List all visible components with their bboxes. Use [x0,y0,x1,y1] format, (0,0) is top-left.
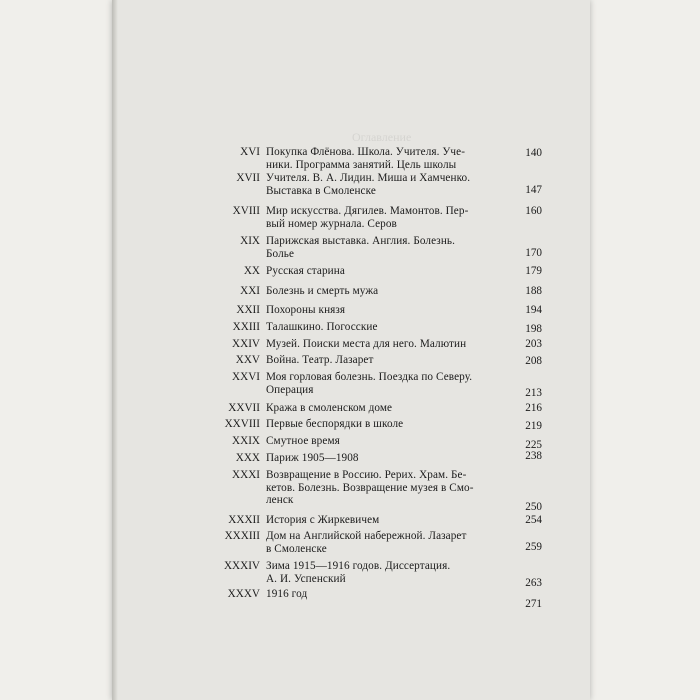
page-number: 238 [525,450,542,462]
chapter-number: XX [243,265,260,277]
page-number: 259 [525,541,542,553]
page-number: 160 [525,205,542,217]
toc-entry [112,205,590,235]
chapter-number: XVIII [232,205,260,217]
toc-entry [112,418,590,435]
toc-entry [112,354,590,371]
toc-entry [112,321,590,338]
toc-entry [112,304,590,321]
page-number: 147 [525,184,542,196]
chapter-title: Парижская выставка. Англия. Болезнь. Болье [266,235,456,260]
toc-entry [112,146,590,172]
toc-entry [112,469,590,514]
toc-entry [112,171,590,205]
chapter-number: XXVI [232,371,260,383]
chapter-title: 1916 год [266,588,308,600]
page-number: 198 [525,323,542,335]
chapter-number: XXVII [228,402,260,414]
chapter-number: XXI [240,285,260,297]
page-number: 188 [525,285,542,297]
toc-entry [112,560,590,588]
page-number: 216 [525,402,542,414]
chapter-number: XXIV [232,338,260,350]
chapter-title: Смутное время [266,435,340,447]
chapter-number: XXII [236,304,260,316]
page-number: 213 [525,387,542,399]
chapter-title: Кража в смоленском доме [266,402,393,414]
toc-entry [112,530,590,560]
page-number: 271 [525,598,542,610]
toc-entry [112,338,590,354]
chapter-number: XXVIII [224,418,260,430]
chapter-title: История с Жиркевичем [266,514,380,526]
page-number: 194 [525,304,542,316]
page-number: 179 [525,265,542,277]
chapter-title: Зима 1915—1916 годов. Диссертация. А. И. Успенский [266,560,451,585]
page-number: 219 [525,420,542,432]
chapter-title: Дом на Английской набережной. Лазарет в Смоленске [266,530,467,555]
chapter-number: XVII [236,172,260,184]
toc-entry [112,235,590,265]
chapter-title: Мир искусства. Дягилев. Мамонтов. Пер- вый номер журнала. Серов [266,205,469,230]
chapter-title: Возвращение в Россию. Рерих. Храм. Бе- кетов. Болезнь. Возвращение музея в Смо- ленск [266,469,474,506]
page-number: 250 [525,501,542,513]
toc-entry [112,371,590,402]
chapter-number: XXXIII [224,530,260,542]
page-number: 170 [525,247,542,259]
chapter-number: XVI [240,146,260,158]
chapter-number: XXIX [232,435,260,447]
toc-entry [112,588,590,610]
chapter-title: Покупка Флёнова. Школа. Учителя. Уче- ники. Программа занятий. Цель школы [266,146,466,171]
toc-entry [112,514,590,530]
page-number: 254 [525,514,542,526]
toc-entry [112,452,590,469]
page-number: 263 [525,577,542,589]
chapter-number: XXXIV [223,560,260,572]
chapter-title: Моя горловая болезнь. Поездка по Северу. Операция [266,371,473,396]
chapter-number: XXIII [232,321,260,333]
toc-entry [112,265,590,285]
chapter-number: XIX [240,235,260,247]
chapter-title: Музей. Поиски места для него. Малютин [266,338,467,350]
chapter-title: Париж 1905—1908 [266,452,359,464]
toc-entry [112,402,590,418]
page-number: 140 [525,146,542,159]
chapter-number: XXXV [227,588,260,600]
chapter-title: Талашкино. Погосские [266,321,378,333]
table-of-contents [112,146,590,610]
book-page [112,0,590,700]
chapter-title: Русская старина [266,265,345,277]
page-number: 225 [525,439,542,451]
bleed-through-text: Оглавление [352,130,412,144]
toc-entry [112,285,590,304]
page-number: 208 [525,355,542,367]
chapter-number: XXXI [232,469,260,481]
page-number: 203 [525,338,542,350]
chapter-title: Учителя. В. А. Лидин. Миша и Хамченко. Выставка в Смоленске [266,172,471,197]
chapter-title: Похороны князя [266,304,346,316]
chapter-number: XXV [235,354,260,366]
chapter-title: Первые беспорядки в школе [266,418,404,430]
chapter-number: XXX [235,452,260,464]
chapter-number: XXXII [228,514,260,526]
chapter-title: Война. Театр. Лазарет [266,354,374,366]
chapter-title: Болезнь и смерть мужа [266,285,379,297]
